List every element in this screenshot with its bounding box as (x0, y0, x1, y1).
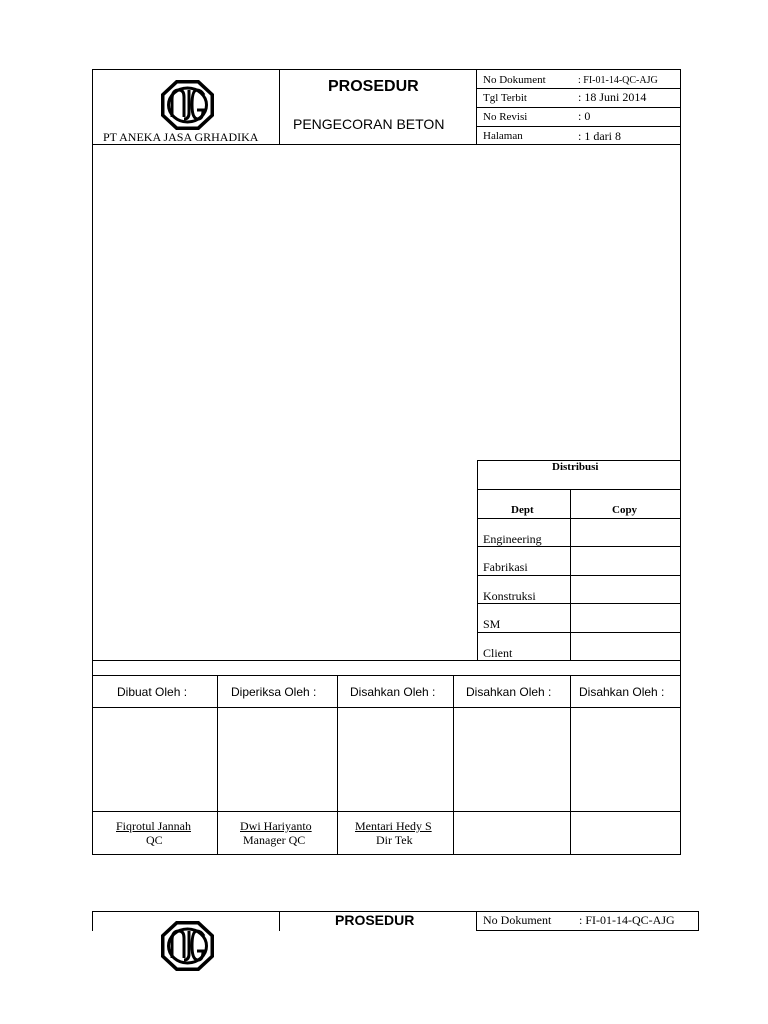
distribusi-title: Distribusi (552, 461, 599, 473)
signatory-name: Mentari Hedy S (355, 819, 432, 833)
signatory-role: QC (146, 833, 163, 847)
meta-value-rev: : 0 (578, 109, 591, 123)
ajg-logo-icon (160, 79, 215, 131)
approval-heading: Disahkan Oleh : (579, 685, 665, 699)
meta-label-doc: No Dokument (483, 74, 546, 86)
signatory-role: Manager QC (243, 833, 306, 847)
distribusi-dept: Konstruksi (483, 589, 536, 603)
meta-label-tgl: Tgl Terbit (483, 92, 527, 104)
distribusi-dept: SM (483, 617, 501, 631)
ajg-logo-icon (160, 920, 215, 972)
distribusi-col-copy: Copy (612, 504, 638, 516)
approval-heading: Disahkan Oleh : (350, 685, 436, 699)
distribusi-dept: Fabrikasi (483, 560, 528, 574)
meta-value-hal: : 1 dari 8 (578, 129, 621, 143)
signatory-role: Dir Tek (376, 833, 413, 847)
doc-subtitle: PENGECORAN BETON (293, 116, 445, 132)
next-page-doc-value: : FI-01-14-QC-AJG (579, 913, 675, 927)
next-page-doc-label: No Dokument (483, 913, 552, 927)
approval-heading: Disahkan Oleh : (466, 685, 552, 699)
meta-value-tgl: : 18 Juni 2014 (578, 90, 647, 104)
signatory-name: Dwi Hariyanto (240, 819, 312, 833)
meta-label-hal: Halaman (483, 130, 523, 142)
distribusi-dept: Client (483, 646, 513, 660)
signatory-name: Fiqrotul Jannah (116, 819, 191, 833)
meta-label-rev: No Revisi (483, 111, 528, 123)
doc-title: PROSEDUR (328, 78, 419, 95)
next-page-title: PROSEDUR (335, 912, 415, 928)
distribusi-dept: Engineering (483, 532, 542, 546)
meta-value-doc: : FI-01-14-QC-AJG (578, 75, 658, 86)
approval-heading: Dibuat Oleh : (117, 685, 188, 699)
distribusi-col-dept: Dept (511, 504, 534, 516)
approval-heading: Diperiksa Oleh : (231, 685, 317, 699)
company-name: PT ANEKA JASA GRHADIKA (103, 130, 259, 144)
